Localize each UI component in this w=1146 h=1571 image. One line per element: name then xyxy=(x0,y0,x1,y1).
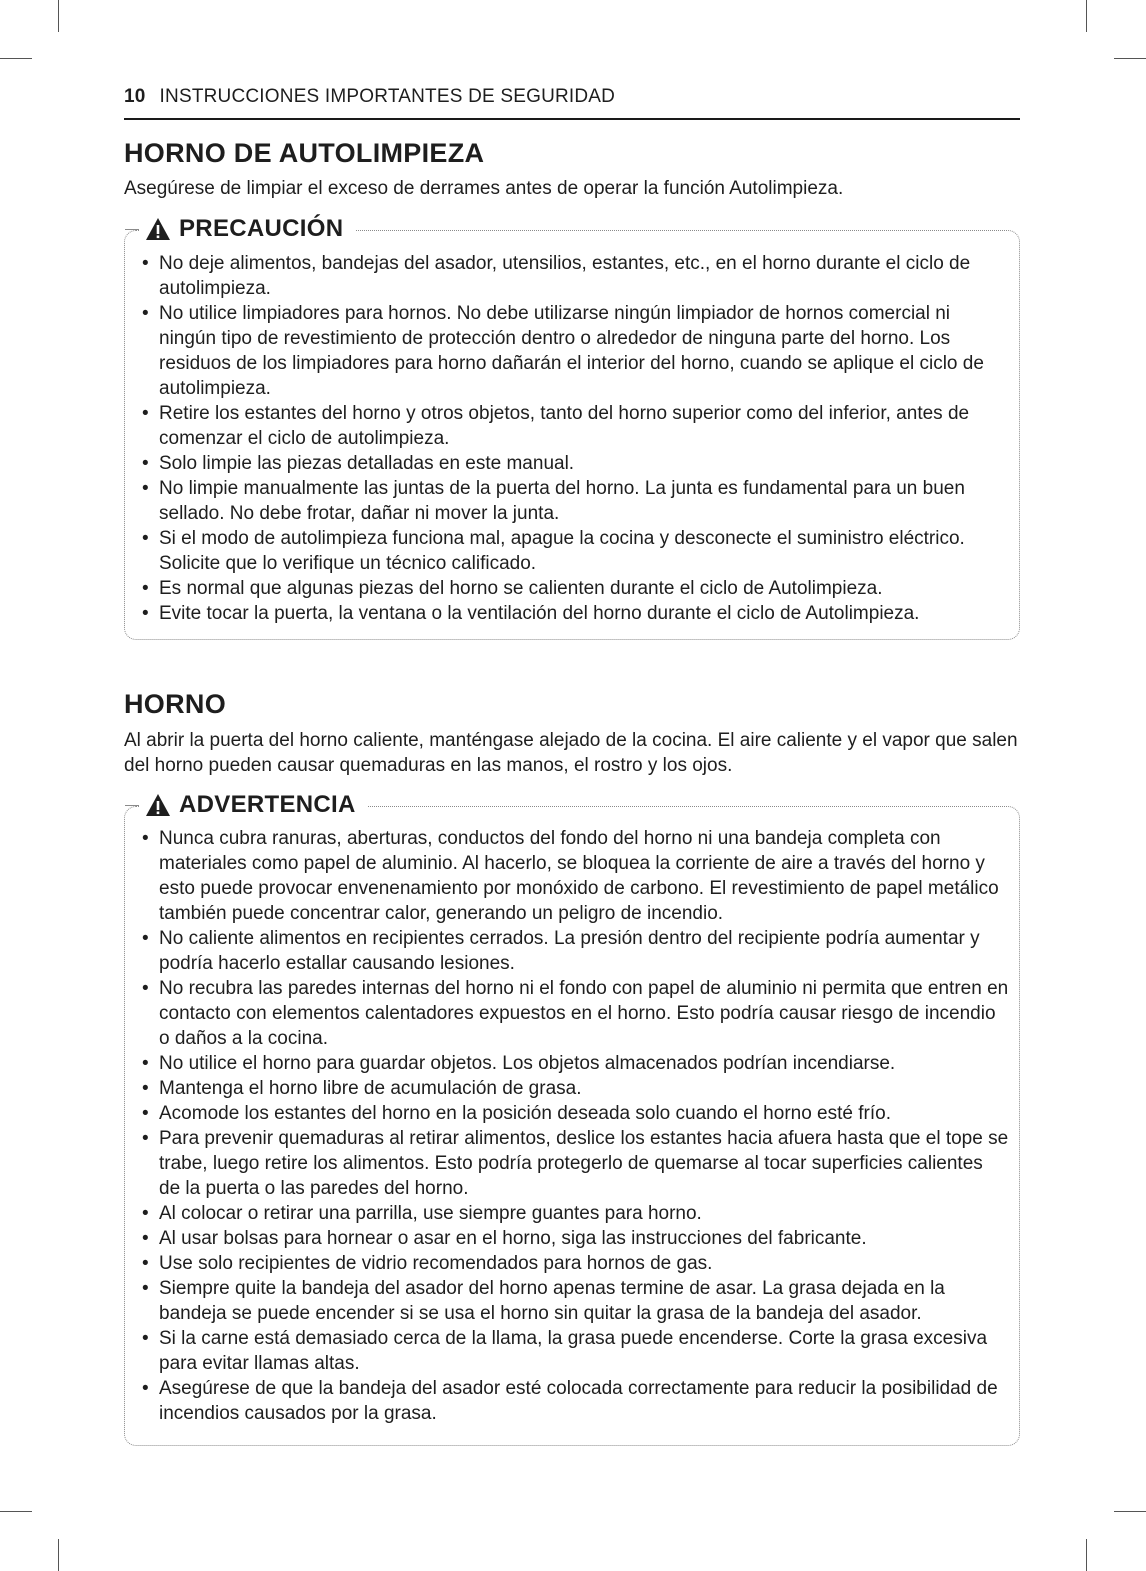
list-item: • No utilice el horno para guardar objetos. Los objetos almacenados podrían incendiarse. xyxy=(135,1051,1009,1076)
caution-heading xyxy=(139,211,355,247)
list-item: • Si el modo de autolimpieza funciona mal, apague la cocina y desconecte el suministro eléctrico. Solicite que lo verifique un técnico calificado. xyxy=(135,526,1009,576)
list-item: • Siempre quite la bandeja del asador del horno apenas termine de asar. La grasa dejada en la bandeja se puede encender si se usa el horno sin quitar la grasa de la bandeja del asador. xyxy=(135,1276,1009,1326)
crop-mark xyxy=(0,58,32,59)
section-intro-self-clean: Asegúrese de limpiar el exceso de derrames antes de operar la función Autolimpieza. xyxy=(124,178,844,199)
list-item: • Para prevenir quemaduras al retirar alimentos, deslice los estantes hacia afuera hasta que el tope se trabe, luego retire los alimentos. Esto podría protegerlo de quemarse al tocar superficies calientes de la puerta o las paredes del horno. xyxy=(135,1126,1009,1201)
list-item: • Es normal que algunas piezas del horno se calienten durante el ciclo de Autolimpieza. xyxy=(135,576,1009,601)
page-number: 10 xyxy=(124,86,146,107)
crop-mark xyxy=(58,1539,59,1571)
warning-triangle-icon xyxy=(145,217,171,241)
crop-mark xyxy=(1114,1511,1146,1512)
warning-label: ADVERTENCIA xyxy=(179,791,356,818)
list-item: • Si la carne está demasiado cerca de la llama, la grasa puede encenderse. Corte la grasa excesiva para evitar llamas altas. xyxy=(135,1326,1009,1376)
list-item: • Asegúrese de que la bandeja del asador esté colocada correctamente para reducir la posibilidad de incendios causados por la grasa. xyxy=(135,1376,1009,1426)
caution-label: PRECAUCIÓN xyxy=(179,215,344,242)
list-item: • Nunca cubra ranuras, aberturas, conductos del fondo del horno ni una bandeja completa con materiales como papel de aluminio. Al hacerlo, se bloquea la corriente de aire a través del horno y esto puede provocar envenenamiento por monóxido de carbono. El revestimiento de papel metálico también puede concentrar calor, generando un peligro de incendio. xyxy=(135,826,1009,926)
caution-list xyxy=(135,251,1009,626)
list-item: • No deje alimentos, bandejas del asador, utensilios, estantes, etc., en el horno durante el ciclo de autolimpieza. xyxy=(135,251,1009,301)
crop-mark xyxy=(1086,1539,1087,1571)
list-item: • No recubra las paredes internas del horno ni el fondo con papel de aluminio ni permita que entren en contacto con elementos calentadores expuestos en el horno. Esto podría causar riesgo de incendio o daños a la cocina. xyxy=(135,976,1009,1051)
list-item: • Al colocar o retirar una parrilla, use siempre guantes para horno. xyxy=(135,1201,1009,1226)
list-item: • Al usar bolsas para hornear o asar en el horno, siga las instrucciones del fabricante. xyxy=(135,1226,1009,1251)
warning-heading xyxy=(139,787,368,823)
crop-mark xyxy=(1114,58,1146,59)
crop-mark xyxy=(0,1511,32,1512)
crop-mark xyxy=(58,0,59,32)
running-title: INSTRUCCIONES IMPORTANTES DE SEGURIDAD xyxy=(159,86,616,107)
list-item: • Use solo recipientes de vidrio recomendados para hornos de gas. xyxy=(135,1251,1009,1276)
page-header xyxy=(124,86,1020,120)
list-item: • Acomode los estantes del horno en la posición deseada solo cuando el horno esté frío. xyxy=(135,1101,1009,1126)
crop-mark xyxy=(1086,0,1087,32)
list-item: • Retire los estantes del horno y otros objetos, tanto del horno superior como del inferior, antes de comenzar el ciclo de autolimpieza. xyxy=(135,401,1009,451)
list-item: • Solo limpie las piezas detalladas en este manual. xyxy=(135,451,1009,476)
list-item: • No caliente alimentos en recipientes cerrados. La presión dentro del recipiente podría aumentar y podría hacerlo estallar causando lesiones. xyxy=(135,926,1009,976)
list-item: • Mantenga el horno libre de acumulación de grasa. xyxy=(135,1076,1009,1101)
warning-triangle-icon xyxy=(145,793,171,817)
list-item: • Evite tocar la puerta, la ventana o la ventilación del horno durante el ciclo de Autolimpieza. xyxy=(135,601,1009,626)
list-item: • No limpie manualmente las juntas de la puerta del horno. La junta es fundamental para un buen sellado. No debe frotar, dañar ni mover la junta. xyxy=(135,476,1009,526)
section-title-self-clean: HORNO DE AUTOLIMPIEZA xyxy=(124,138,485,168)
list-item: • No utilice limpiadores para hornos. No debe utilizarse ningún limpiador de hornos comercial ni ningún tipo de revestimiento de protección dentro o alrededor de ninguna parte del horno. Los residuos de los limpiadores para horno dañarán el interior del horno, cuando se aplique el ciclo de autolimpieza. xyxy=(135,301,1009,401)
section-intro-oven: Al abrir la puerta del horno caliente, manténgase alejado de la cocina. El aire caliente y el vapor que salen del horno pueden causar quemaduras en las manos, el rostro y los ojos. xyxy=(124,730,1018,776)
warning-box xyxy=(124,791,1020,1446)
caution-box xyxy=(124,215,1020,640)
section-title-oven: HORNO xyxy=(124,689,226,719)
warning-list xyxy=(135,826,1009,1426)
